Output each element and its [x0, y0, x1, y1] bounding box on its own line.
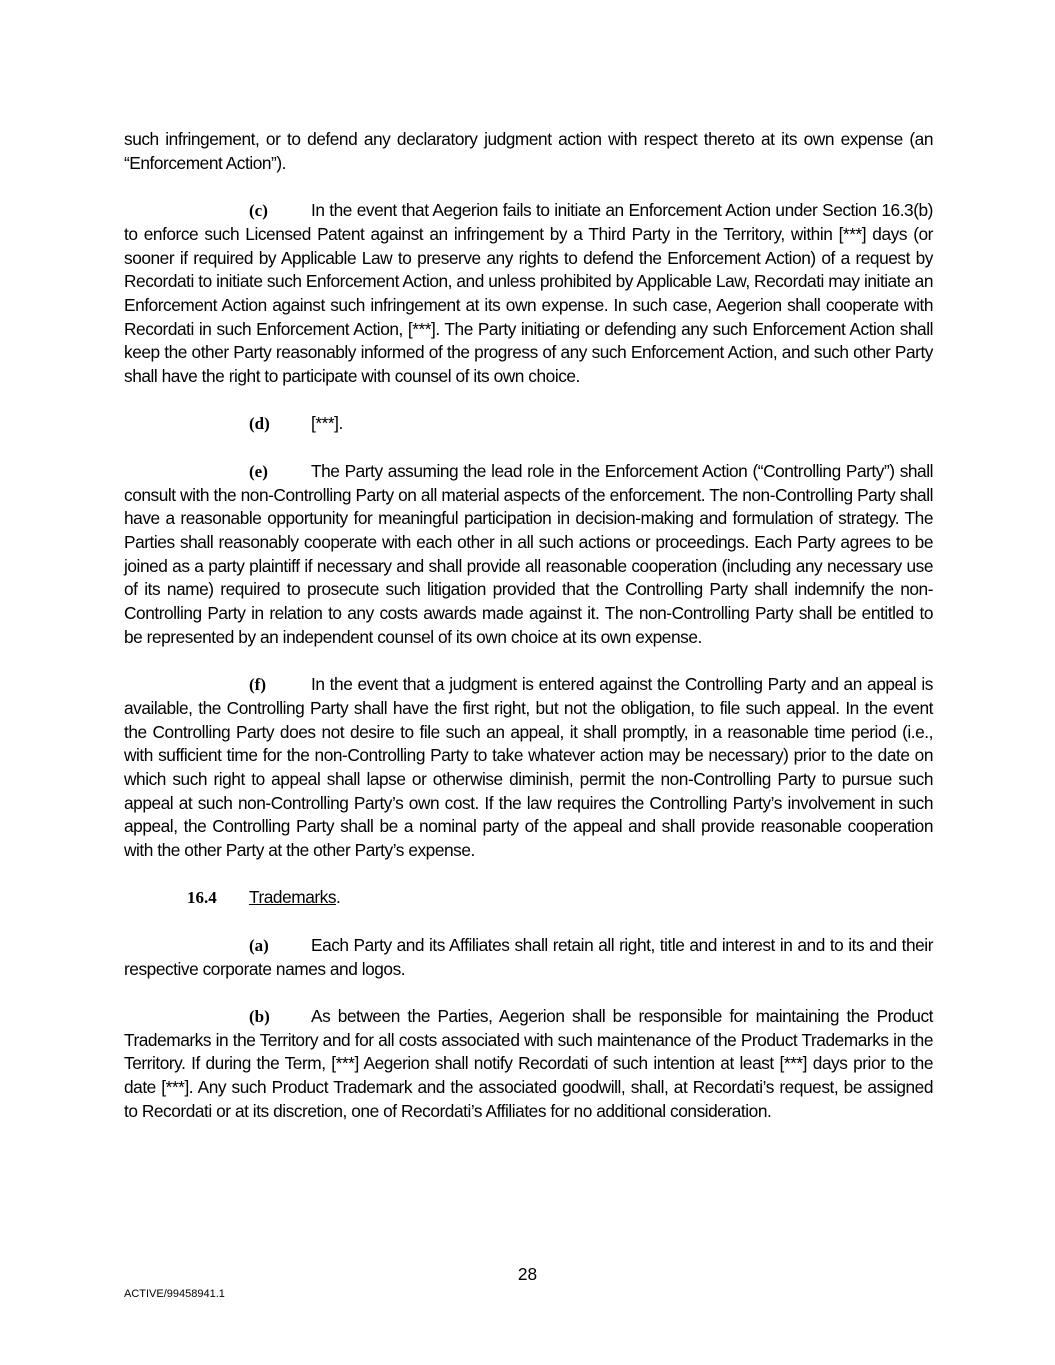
paragraph-text: The Party assuming the lead role in the Enforcement Action (“Controlling Party”) shall consult with the non-Controlling Party on all material aspects of the enforcement. The non-Controlling Party shall have a reasonable opportunity for meaningful participation in decision-making and formulation of strategy. The Parties shall reasonably cooperate with each other in all such actions or proceedings. Each Party agrees to be joined as a party plaintiff if necessary and shall provide all reasonable cooperation (including any necessary use of its name) required to prosecute such litigation provided that the Controlling Party shall indemnify the non-Controlling Party in relation to any costs awards made against it. The non-Controlling Party shall be entitled to be represented by an independent counsel of its own choice at its own expense. — [124, 460, 933, 647]
paragraph-text: As between the Parties, Aegerion shall be responsible for maintaining the Product Trademarks in the Territory and for all costs associated with such maintenance of the Product Trademarks in the Territory. If during the Term, [***] Aegerion shall notify Recordati of such intention at least [***] days prior to the date [***]. Any such Product Trademark and the associated goodwill, shall, at Recordati’s request, be assigned to Recordati or at its discretion, one of Recordati’s Affiliates for no additional consideration. — [124, 1005, 933, 1121]
paragraph-text: In the event that a judgment is entered against the Controlling Party and an appeal is available, the Controlling Party shall have the first right, but not the obligation, to file such appeal. In the event the Controlling Party does not desire to file such an appeal, it shall promptly, in a reasonable time period (i.e., with sufficient time for the non-Controlling Party to take whatever action may be necessary) prior to the date on which such right to appeal shall lapse or otherwise diminish, permit the non-Controlling Party to pursue such appeal at such non-Controlling Party’s own cost. If the law requires the Controlling Party’s involvement in such appeal, the Controlling Party shall be a nominal party of the appeal and shall provide reasonable cooperation with the other Party at the other Party’s expense. — [124, 674, 933, 861]
section-heading — [124, 886, 933, 910]
paragraph-b — [124, 1005, 933, 1124]
paragraph-label: (e) — [249, 461, 268, 481]
paragraph-text: In the event that Aegerion fails to initiate an Enforcement Action under Section 16.3(b) to enforce such Licensed Patent against an infringement by a Third Party in the Territory, within [***] days (or sooner if required by Applicable Law to preserve any rights to defend the Enforcement Action) of a request by Recordati to initiate such Enforcement Action, and unless prohibited by Applicable Law, Recordati may initiate an Enforcement Action against such infringement at its own expense. In such case, Aegerion shall cooperate with Recordati in such Enforcement Action, [***]. The Party initiating or defending any such Enforcement Action shall keep the other Party reasonably informed of the progress of any such Enforcement Action, and such other Party shall have the right to participate with counsel of its own choice. — [124, 200, 933, 387]
continuation-paragraph — [124, 128, 933, 175]
paragraph-label: (b) — [249, 1006, 270, 1026]
page-number: 28 — [517, 1264, 538, 1284]
paragraph-text: [***]. — [311, 413, 343, 434]
paragraph-a — [124, 934, 933, 981]
paragraph-e — [124, 460, 933, 650]
paragraph-label: (d) — [249, 414, 270, 434]
paragraph-f — [124, 673, 933, 863]
paragraph-label: (a) — [249, 935, 269, 955]
section-title: Trademarks — [249, 887, 337, 908]
paragraph-label: (f) — [249, 675, 266, 695]
paragraph-label: (c) — [249, 201, 268, 221]
paragraph-c — [124, 199, 933, 389]
paragraph-text: Each Party and its Affiliates shall retain all right, title and interest in and to its and their respective corporate names and logos. — [124, 934, 933, 979]
document-body — [124, 128, 933, 1123]
section-title-suffix: . — [336, 887, 341, 908]
document-id: ACTIVE/99458941.1 — [124, 1288, 225, 1300]
paragraph-text: such infringement, or to defend any declaratory judgment action with respect thereto at its own expense (an “Enforcement Action”). — [124, 129, 933, 173]
section-number: 16.4 — [187, 888, 217, 908]
paragraph-d — [124, 412, 933, 436]
